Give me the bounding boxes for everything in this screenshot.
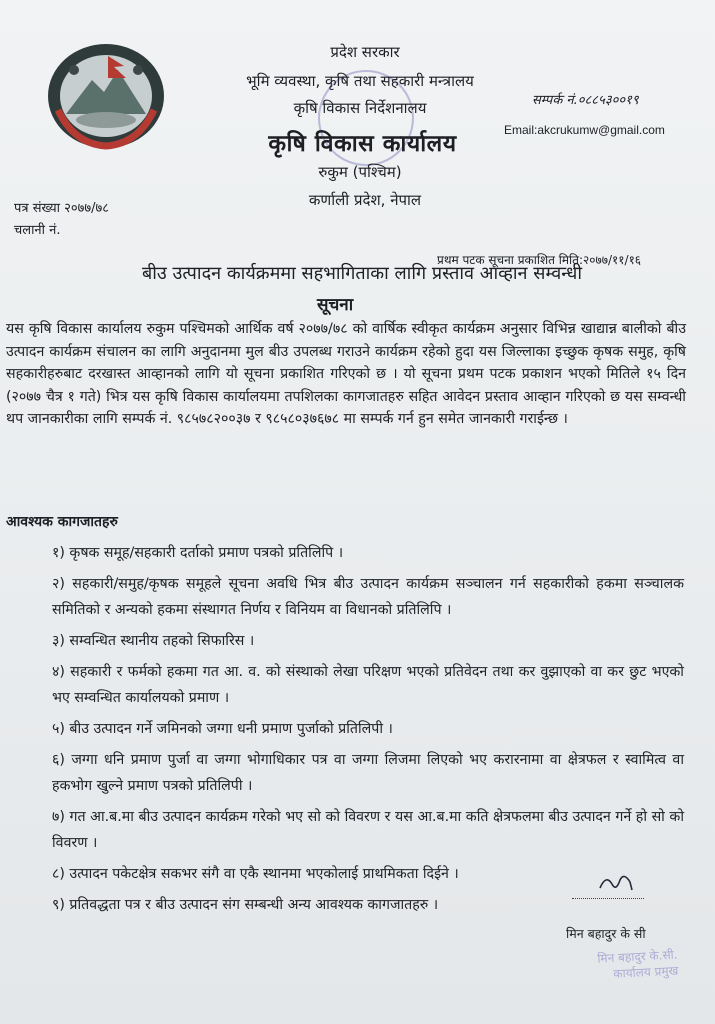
requirement-item: ६) जग्गा धनि प्रमाण पुर्जा वा जग्गा भोगाधिकार पत्र वा जग्गा लिजमा लिएको भए करारनामा वा क्षेत्रफल र स्वामित्व वा हकभोग खुल्ने प्रमाण पत्रको प्रतिलिपी । xyxy=(52,752,684,794)
header-directorate: कृषि विकास निर्देशनालय xyxy=(293,99,427,117)
header-office-name: कृषि विकास कार्यालय xyxy=(268,131,457,157)
contact-phone: सम्पर्क नं.०८८५३००१९ xyxy=(532,93,639,108)
requirement-item: १) कृषक समूह/सहकारी दर्ताको प्रमाण पत्रको प्रतिलिपि । xyxy=(52,545,344,561)
signatory-stamp: मिन बहादुर के.सी. कार्यालय प्रमुख xyxy=(596,947,679,981)
notice-title: बीउ उत्पादन कार्यक्रममा सहभागिताका लागि प्रस्ताव आव्हान सम्वन्धी xyxy=(141,263,583,284)
requirement-item: ८) उत्पादन पकेटक्षेत्र सकभर संगै वा एकै स्थानमा भएकोलाई प्राथमिकता दिईने । xyxy=(52,866,459,882)
notice-subtitle: सूचना xyxy=(317,295,354,315)
header-province: कर्णाली प्रदेश, नेपाल xyxy=(308,191,422,209)
requirement-item: २) सहकारी/समुह/कृषक समूहले सूचना अवधि भित्र बीउ उत्पादन कार्यक्रम सञ्चालन गर्न सहकारीको हकमा सञ्चालक समितिको र अन्यको हकमा संस्थागत निर्णय र विनियम वा विधानको प्रतिलिपि । xyxy=(52,576,684,618)
requirement-item: ९) प्रतिवद्धता पत्र र बीउ उत्पादन संग सम्बन्धी अन्य आवश्यक कागजातहरु । xyxy=(52,897,439,913)
signature-line xyxy=(572,898,644,899)
header-district: रुकुम (पश्चिम) xyxy=(318,163,402,181)
requirements-heading: आवश्यक कागजातहरु xyxy=(6,514,118,530)
notice-body-paragraph: यस कृषि विकास कार्यालय रुकुम पश्चिमको आर्थिक वर्ष २०७७/७८ को वार्षिक स्वीकृत कार्यक्रम अनुसार विभिन्न खाद्यान्न बालीको बीउ उत्पादन कार्यक्रम संचालन का लागि अनुदानमा मुल बीउ उपलब्ध गराउने कार्यक्रम रहेको हुदा यस जिल्लाका इच्छुक कृषक समुह, कृषि सहकारीहरुबाट दरखास्त आव्हानको लागि यो सूचना प्रकाशित गरिएको छ । यो सूचना प्रथम पटक प्रकाशन भएको मितिले १५ दिन (२०७७ चैत्र १ गते) भित्र यस कृषि विकास कार्यालयमा तपशिलका कागजातहरु सहित आवेदन प्रस्ताव आव्हान गरिएको छ यस सम्वन्धी थप जानकारीका लागि सम्पर्क नं. ९८५७८२००३७ र ९८५८०३७६७८ मा सम्पर्क गर्न हुन समेत जानकारी गराईन्छ । xyxy=(6,321,686,428)
contact-email: Email:akcrukumw@gmail.com xyxy=(504,123,665,137)
requirements-list xyxy=(52,540,684,923)
header-province-government: प्रदेश सरकार xyxy=(330,43,400,61)
handwritten-signature xyxy=(596,870,636,896)
header-ministry: भूमि व्यवस्था, कृषि तथा सहकारी मन्त्रालय xyxy=(246,72,474,90)
requirement-item: ३) सम्वन्धित स्थानीय तहको सिफारिस । xyxy=(52,633,255,649)
signatory-name: मिन बहादुर के सी xyxy=(566,926,646,941)
letter-number: पत्र संख्या २०७७/७८ xyxy=(14,201,110,216)
publication-date: प्रथम पटक सूचना प्रकाशित मिति:२०७७/११/१६ xyxy=(437,253,642,267)
requirement-item: ४) सहकारी र फर्मको हकमा गत आ. व. को संस्थाको लेखा परिक्षण भएको प्रतिवेदन तथा कर वुझाएको वा कर छुट भएको भए सम्वन्धित कार्यालयको प्रमाण । xyxy=(52,664,684,706)
nepal-government-emblem-icon xyxy=(44,40,168,152)
requirement-item: ७) गत आ.ब.मा बीउ उत्पादन कार्यक्रम गरेको भए सो को विवरण र यस आ.ब.मा कति क्षेत्रफलमा बीउ उत्पादन गर्ने हो सो को विवरण । xyxy=(52,809,684,851)
requirement-item: ५) बीउ उत्पादन गर्ने जमिनको जग्गा धनी प्रमाण पुर्जाको प्रतिलिपी । xyxy=(52,721,393,737)
dispatch-number: चलानी नं. xyxy=(14,223,61,238)
